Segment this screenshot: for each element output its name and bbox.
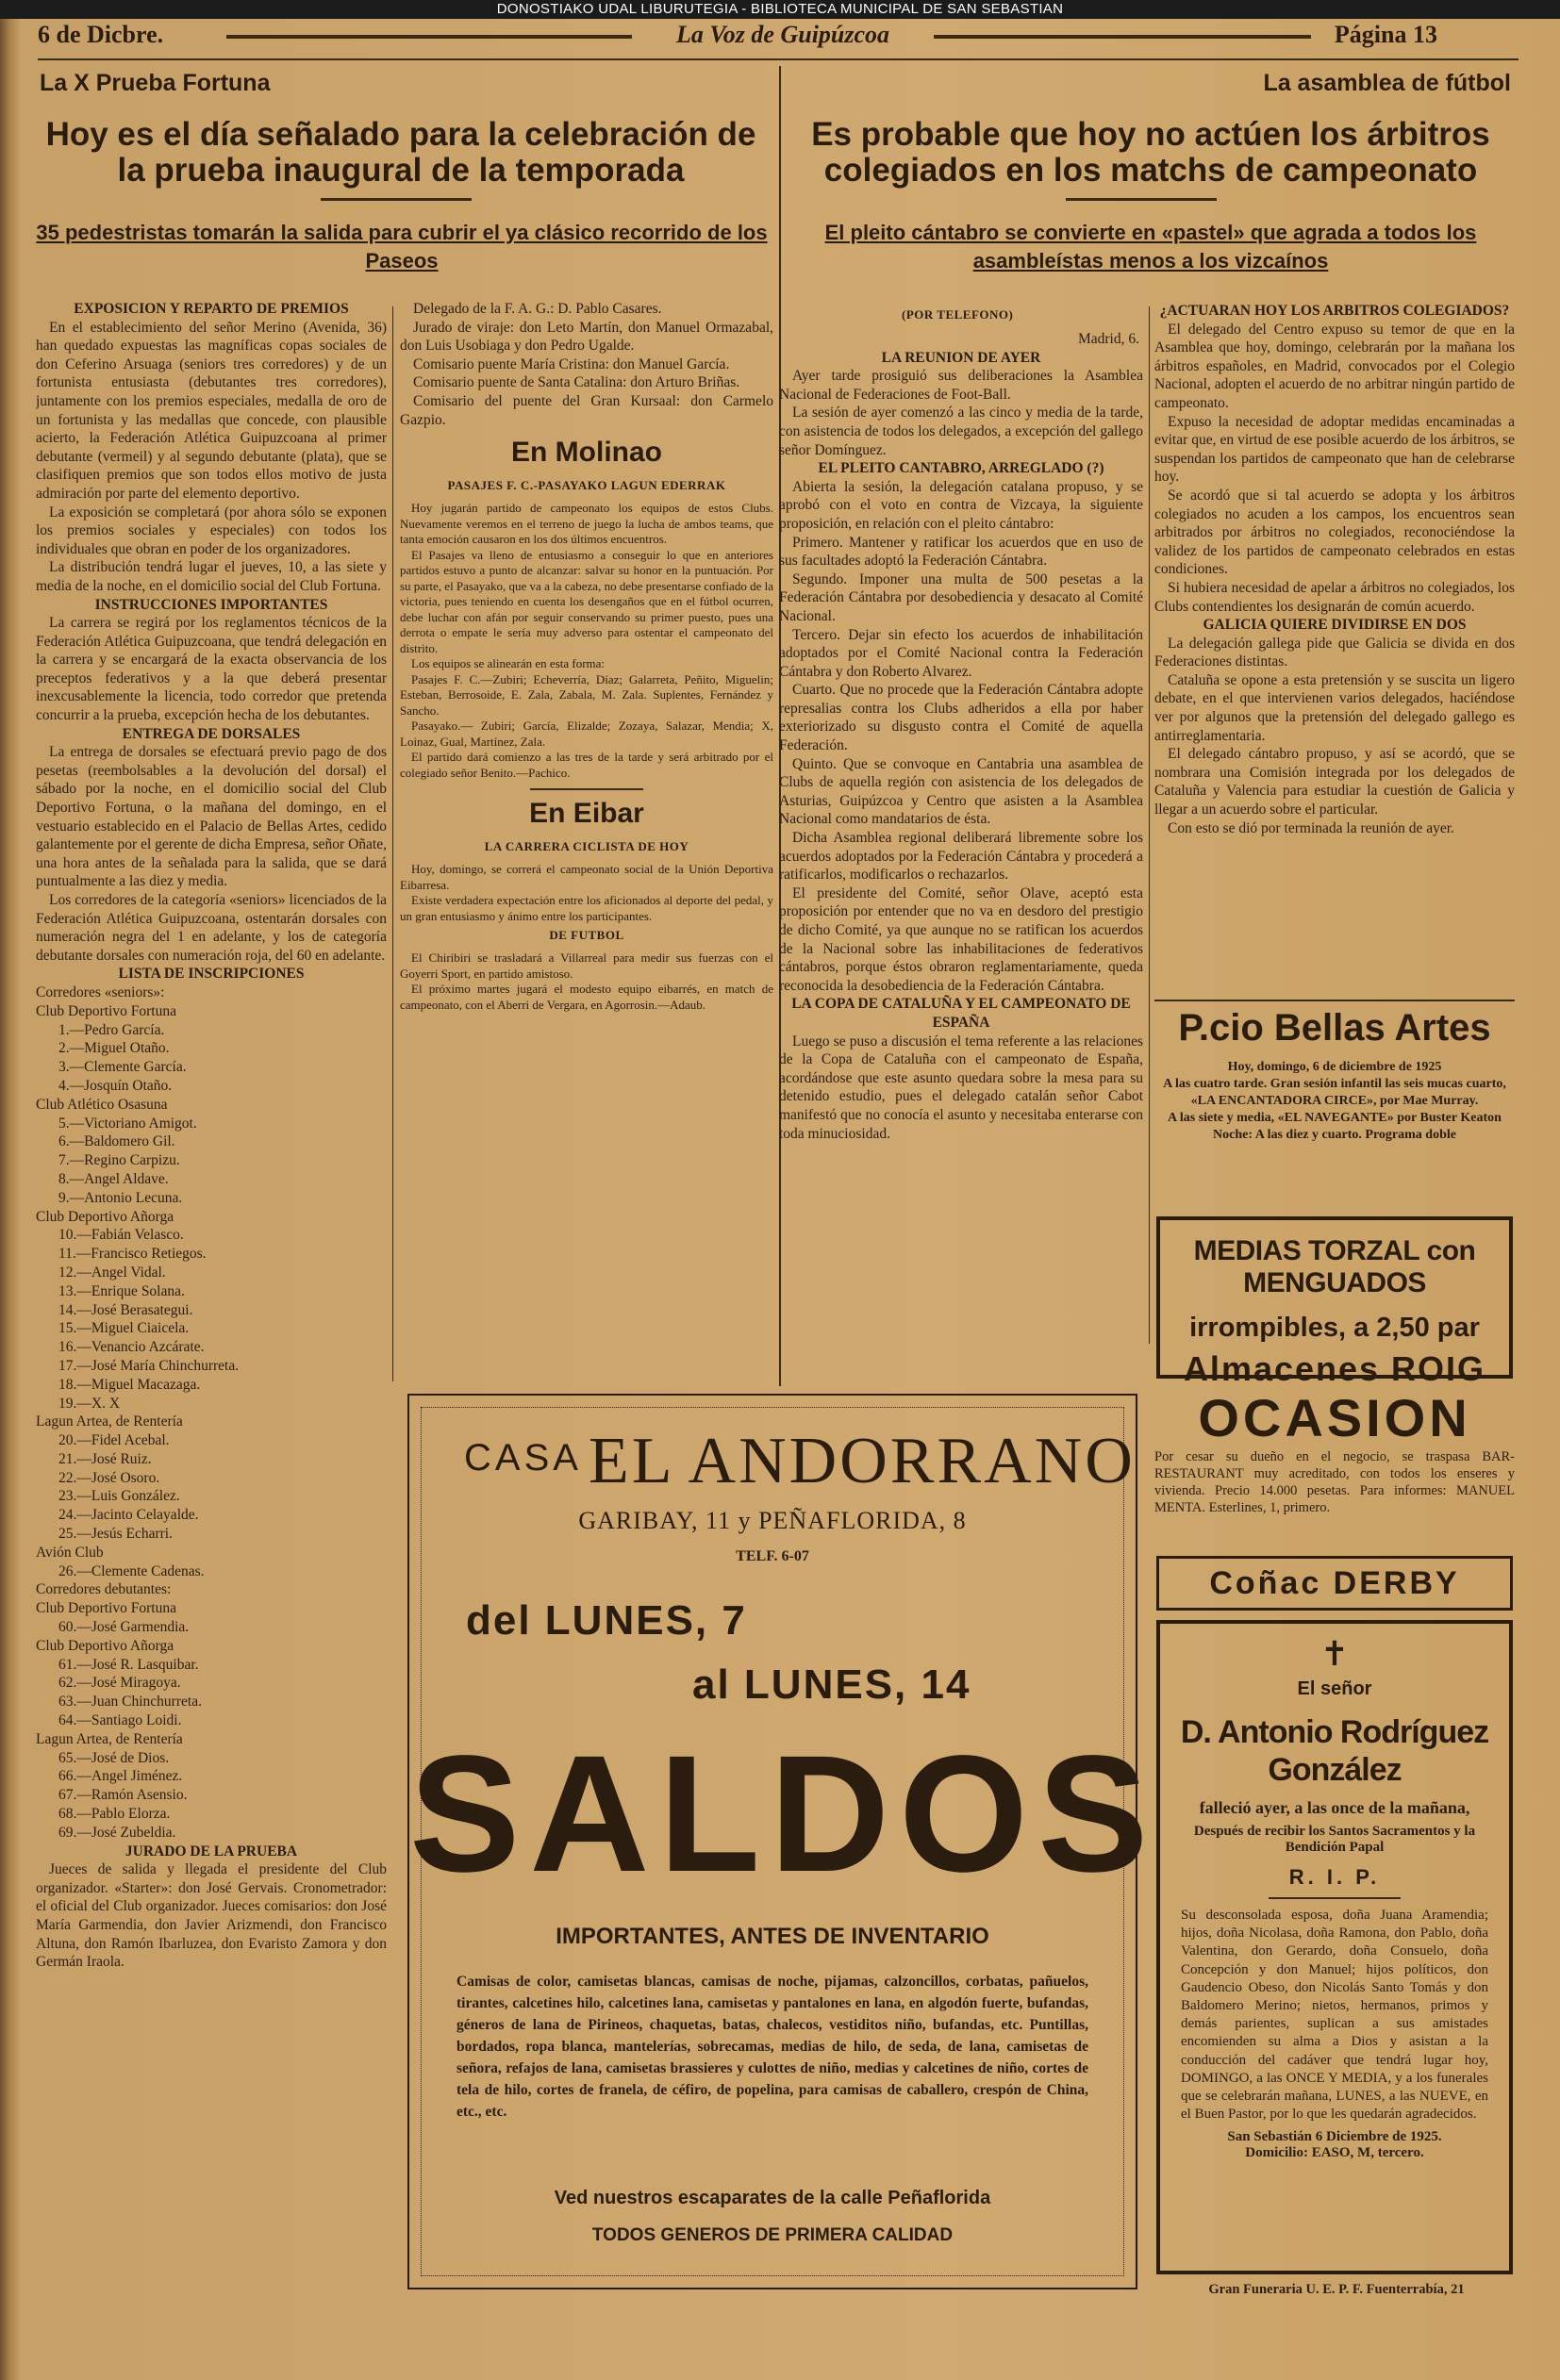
col2-text: Comisario del puente del Gran Kursaal: don Carmelo Gazpio. [400,392,773,428]
molinao-title: En Molinao [511,437,662,469]
list-item: 9.—Antonio Lecuna. [58,1189,183,1206]
andorrano-items: Camisas de color, camisetas blancas, camisas de noche, pijamas, calzoncillos, corbatas, pañuelos, tirantes, calcetines hilo, calcetines lana, camisetas y pantalones en lana, en algodón fuerte, bufandas, géneros de lana de Pirineos, chaquetas, batas, chalecos, vestiditos niño, bufandas, etc. Puntillas, bordados, ropa blanca, mantelerías, sobrecamas, medias de hilo, de seda, de lana, camisetas de señora, refajos de lana, camisetas brassieres y culottes de niño, medias y calcetines de niño, cortes de tela de hilo, cortes de franela, de céfiro, de popelina, para camisas de caballero, crespón de China, etc., etc. [456,1974,1088,2120]
folio-date: 6 de Dicbre. [38,21,164,48]
ocasion-text: Por cesar su dueño en el negocio, se traspasa BAR-RESTAURANT muy acreditado, con todos los enseres y vivienda. Precio 14.000 pesetas. Para informes: MANUEL MENTA. Esterlines, 1, primero. [1154,1449,1515,1515]
left-headline-rule [321,198,472,201]
folio-rule-right [934,35,1311,39]
section-heading: LA REUNION DE AYER [881,349,1041,366]
obituary-rip: R. I. P. [1288,1865,1381,1889]
entry-list [36,983,387,1843]
right-column-a [779,304,1143,1388]
section-text: El delegado cántabro propuso, y así se acordó, que se nombrara una Comisión integrada por los delegados de Cataluña y Valencia para estudiar la cuestión de Galicia y llegar a un acuerdo sobre el particular. [1154,746,1515,818]
list-club-heading: Club Deportivo Fortuna [36,1002,176,1019]
andorrano-address: GARIBAY, 11 y PEÑAFLORIDA, 8 [578,1507,967,1534]
section-heading: ¿ACTUARAN HOY LOS ARBITROS COLEGIADOS? [1159,303,1510,319]
list-item: 7.—Regino Carpizu. [58,1152,180,1169]
list-item: 20.—Fidel Acebal. [58,1432,170,1449]
eibar-football-heading: DE FUTBOL [549,928,624,943]
list-club-heading: Corredores debutantes: [36,1581,172,1598]
list-club-heading: Corredores «seniors»: [36,983,165,1000]
list-item: 8.—Angel Aldave. [58,1170,169,1187]
molinao-paragraph: El partido dará comienzo a las tres de la tarde y será arbitrado por el colegiado señor Benito.—Pachico. [400,750,773,780]
folio-page: Página 13 [1334,21,1437,48]
eibar-paragraph: El Chiribiri se trasladará a Villarreal para medir sus fuerzas con el Goyerri Sport, en partido amistoso. [400,950,773,981]
section-text: La entrega de dorsales se efectuará previo pago de dos pesetas (reembolsables a la devolución del dorsal) el sábado por la noche, en el domicilio social del Club Deportivo Fortuna, o la mañana del domingo, en el vestuario establecido en el Palacio de Bellas Artes, cedido galantemente por el gerente de dicha Empresa, señor Oñate, una hora antes de la señalada para la salida, que se dará puntualmente a las diez y media. [36,744,387,890]
section-text: Los corredores de la categoría «seniors» licenciados de la Federación Atlética Guipuzcoana, ostentarán dorsales con numeración negra del 1 en adelante, y los de categoría debutante dorsales con numeración roja, del 60 en adelante. [36,892,387,964]
section-text: El presidente del Comité, señor Olave, aceptó esta proposición por entender que no va en desdoro del prestigio de dicho Comité, ya que aunque no se ratifican los acuerdos de la Nacional sobre las inhabilitaciones de federativos cántabros, porque éstos obraron reglamentariamente, queda reconocida la desobediencia de la Federación Cántabra. [779,884,1143,994]
andorrano-footer: TODOS GENEROS DE PRIMERA CALIDAD [591,2225,954,2245]
list-item: 62.—José Miragoya. [58,1675,181,1692]
section-heading: ENTREGA DE DORSALES [122,725,301,742]
list-item: 3.—Clemente García. [58,1059,187,1076]
medias-ad [1156,1216,1513,1388]
col2-text: Comisario puente María Cristina: don Manuel García. [413,355,730,372]
list-club-heading: Club Atlético Osasuna [36,1096,168,1113]
list-item: 66.—Angel Jiménez. [58,1768,183,1785]
list-item: 10.—Fabián Velasco. [58,1227,184,1244]
andorrano-telf: TELF. 6-07 [736,1548,809,1564]
list-item: 21.—José Ruiz. [58,1450,152,1467]
list-item: 17.—José María Chinchurreta. [58,1357,240,1374]
byline: (POR TELEFONO) [902,307,1014,322]
eibar-title: En Eibar [529,798,644,830]
bellas-artes-line: A las cuatro tarde. Gran sesión infantil las seis mucas cuarto, «LA ENCANTADORA CIRCE», por Mae Murray. [1163,1077,1506,1108]
section-text: Quinto. Que se convoque en Cantabria una asamblea de Clubs de aquella región con asistencia de los delegados de Asturias, Guipúzcoa y Centro que asisten a la Asamblea Nacional como mandatarios de ésta. [779,755,1143,828]
list-item: 61.—José R. Lasquibar. [58,1656,199,1673]
molinao-heading: PASAJES F. C.-PASAYAKO LAGUN EDERRAK [447,478,726,493]
ocasion-ad [1154,1388,1515,1548]
obituary-date: San Sebastián 6 Diciembre de 1925. [1227,2129,1442,2145]
right-col-b-body [1154,302,1515,837]
obituary-title: El señor [1297,1678,1372,1699]
list-item: 26.—Clemente Cadenas. [58,1562,205,1579]
eibar-paragraph: Hoy, domingo, se correrá el campeonato social de la Unión Deportiva Eibarresa. [400,862,773,892]
list-item: 22.—José Osoro. [58,1469,160,1486]
obituary-box [1156,1620,1513,2274]
section-text: Cataluña se opone a esta pretensión y se suscita un ligero debate, en el que intervienen varios delegados, haciéndose ver por algunos que la pretensión del delegado gallego es antirreglamentaria. [1154,671,1515,744]
bellas-artes-ad [1154,1000,1515,1198]
section-text: Tercero. Dejar sin efecto los acuerdos de inhabilitación adoptados por el Comité Nacional contra la Federación Cántabra y don Roberto Alvarez. [779,626,1143,680]
cross-icon: ✝ [1319,1635,1350,1673]
section-text: Dicha Asamblea regional deliberará libremente sobre los acuerdos adoptados por la Federación Cántabra y procederá a ratificarlos, modificarlos o rechazarlos. [779,830,1143,884]
section-text: Abierta la sesión, la delegación catalana propuso, y se aprobó con el voto en contra de Vizcaya, la siguiente proposición, en relación con el pleito cántabro: [779,478,1143,532]
list-club-heading: Lagun Artea, de Rentería [36,1730,183,1747]
list-item: 12.—Angel Vidal. [58,1264,166,1281]
andorrano-casa: CASA [464,1437,582,1479]
list-item: 16.—Venancio Azcárate. [58,1339,205,1356]
section-heading: GALICIA QUIERE DIVIDIRSE EN DOS [1203,617,1467,634]
list-item: 2.—Miguel Otaño. [58,1040,170,1057]
obituary-address: Domicilio: EASO, M, tercero. [1245,2145,1424,2161]
obituary-rites: Después de recibir los Santos Sacramentos y la Bendición Papal [1193,1824,1476,1855]
section-text: La delegación gallega pide que Galicia se divida en dos Federaciones distintas. [1154,635,1515,670]
archive-header: DONOSTIAKO UDAL LIBURUTEGIA - BIBLIOTECA MUNICIPAL DE SAN SEBASTIAN [0,0,1560,19]
andorrano-from: del LUNES, 7 [466,1597,747,1644]
list-club-heading: Club Deportivo Añorga [36,1208,174,1225]
list-item: 64.—Santiago Loidi. [58,1712,182,1729]
right-column-divider [1149,306,1150,1344]
ocasion-title: OCASION [1198,1388,1471,1447]
list-item: 60.—José Garmendia. [58,1619,190,1636]
list-item: 69.—José Zubeldia. [58,1824,176,1841]
right-headline: Es probable que hoy no actúen los árbitros colegiados en los matchs de campeonato [811,116,1490,189]
list-item: 67.—Ramón Asensio. [58,1787,188,1804]
top-divider [38,58,1519,60]
andorrano-saldos: SALDOS [409,1722,1158,1907]
molinao-paragraph: Pasajes F. C.—Zubiri; Echeverría, Díaz; Galarreta, Peñito, Miguelin; Esteban, Berrosoide, E. Zala, Zabala, M. Zala. Suplentes, Fernández y Sancho. [400,671,773,718]
molinao-paragraph: Pasayako.— Zubiri; García, Elizalde; Zozaya, Salazar, Mendia; X, Loinaz, Gual, Martínez, Zala. [400,719,773,749]
section-heading: EL PLEITO CANTABRO, ARREGLADO (?) [818,460,1104,477]
list-heading: LISTA DE INSCRIPCIONES [118,966,305,983]
list-item: 24.—Jacinto Celayalde. [58,1507,199,1524]
section-text: La sesión de ayer comenzó a las cinco y media de la tarde, con asistencia de todos los delegados, a excepción del gallego señor Domínguez. [779,405,1143,458]
molinao-paragraph: Hoy jugarán partido de campeonato los equipos de estos Clubs. Nuevamente veremos en el terreno de juego la lucha de ambos teams, que tanta emoción causaron en los dos últimos encuentros. [400,501,773,547]
list-item: 19.—X. X [58,1395,121,1412]
right-column-b [1154,302,1515,990]
section-text: Segundo. Imponer una multa de 500 pesetas a la Federación Cántabra por desobediencia y desacato al Comité Nacional. [779,570,1143,624]
right-kicker: La asamblea de fútbol [1263,70,1511,96]
eibar-heading: LA CARRERA CICLISTA DE HOY [484,839,689,854]
col2-text: Jurado de viraje: don Leto Martín, don Manuel Ormazabal, don Luis Usobiaga y don Pedro Ugalde. [400,319,773,355]
section-text: Cuarto. Que no procede que la Federación Cántabra adopte represalias contra los Clubs adheridos a ella por haber exteriorizado su disgusto contra el Comité de aquella Federación. [779,682,1143,754]
section-rule [530,788,643,790]
left-subhead: 35 pedestristas tomarán la salida para cubrir el ya clásico recorrido de los Paseos [36,221,768,273]
list-club-heading: Lagun Artea, de Rentería [36,1413,183,1430]
section-text: Con esto se dió por terminada la reunión de ayer. [1168,819,1454,836]
folio-rule-left [226,35,632,39]
section-text: En el establecimiento del señor Merino (Avenida, 36) han quedado expuestas las magníficas copas sociales de don Ceferino Arsuaga (seniors tres corredores) y de un fortunista entusiasta (debutantes tres corredores), juntamente con los premios especiales, medalla de oro de un fortunista y las medallas que concede, con plausible acierto, la Federación Atlética Guipuzcoana al primer debutante (vermeil) y al segundo debutante (plata), que se clasifiquen premios que son todos ellos motivo de justa admiración por parte del elemento deportivo. [36,319,387,502]
left-column-1 [36,300,387,2374]
bellas-artes-line: Hoy, domingo, 6 de diciembre de 1925 [1227,1060,1442,1074]
right-col-a-body [779,349,1143,1144]
medias-line3: Almacenes ROIG [1183,1349,1486,1388]
list-item: 5.—Victoriano Amigot. [58,1115,197,1132]
section-heading: INSTRUCCIONES IMPORTANTES [94,596,328,613]
molinao-paragraph: Los equipos se alinearán en esta forma: [411,656,606,671]
conac-text: Coñac DERBY [1209,1565,1460,1601]
section-text: Ayer tarde prosiguió sus deliberaciones la Asamblea Nacional de Federaciones de Foot-Ball. [779,368,1143,403]
section-text: Luego se puso a discusión el tema referente a las relaciones de la Copa de Cataluña con el campeonato de España, acordándose que este asunto quedara sobre la mesa para su detenido estudio, pues el delegado catalán señor Cabot manifestó que no conocía el asunto y necesitaba enterarse con toda minuciosidad. [779,1033,1143,1142]
jury-text: Jueces de salida y llegada el presidente del Club organizador. «Starter»: don José Gervais. Cronometrador: el oficial del Club organizador. Jueces comisarios: don José María Garmendia, don Javier Arizmendi, don Francisco Altuna, don Ramón Ibarluzea, don Evaristo Zamora y don Germán Iraola. [36,1861,387,1971]
molinao-paragraph: El Pasajes va lleno de entusiasmo a conseguir lo que en anteriores partidos estuvo a punto de alcanzar: salvar su honor en la puntuación. Por su parte, el Pasayako, que va a la cabeza, no debe presentarse confiado de la victoria, pues teniendo en cuenta los desengaños que en el fútbol ocurren, debe luchar con afán por seguir conservando su primer puesto, pues una derrota o empate le sería muy adverso para ostentar el campeonato del distrito. [400,547,773,655]
list-item: 6.—Baldomero Gil. [58,1133,175,1150]
section-heading: EXPOSICION Y REPARTO DE PREMIOS [74,301,349,317]
andorrano-to: al LUNES, 14 [692,1661,971,1708]
section-text: El delegado del Centro expuso su temor de que en la Asamblea que hoy, domingo, celebrarán por la mañana los árbitros españoles, en Madrid, convocados por el Colegio Nacional, adopten el acuerdo de no arbitrar ningún partido de campeonato. [1154,321,1515,411]
bellas-artes-line: A las siete y media, «EL NAVEGANTE» por Buster Keaton [1168,1111,1502,1125]
col2-text: Comisario puente de Santa Catalina: don Arturo Briñas. [413,374,740,391]
list-item: 25.—Jesús Echarri. [58,1526,173,1543]
col1-section-0 [36,300,387,504]
list-club-heading: Club Deportivo Añorga [36,1637,174,1654]
list-item: 68.—Pablo Elorza. [58,1806,171,1823]
list-club-heading: Club Deportivo Fortuna [36,1600,176,1617]
eibar-paragraph: Existe verdadera expectación entre los aficionados al deporte del pedal, y un gran entusiasmo y ánimo entre los participantes. [400,893,773,923]
list-item: 23.—Luis González. [58,1488,180,1505]
conac-ad [1156,1556,1513,1611]
list-item: 4.—Josquín Otaño. [58,1077,173,1094]
left-headline: Hoy es el día señalado para la celebración de la prueba inaugural de la temporada [45,116,756,189]
andorrano-ad [407,1394,1158,2289]
left-column-2 [400,300,773,1384]
section-text: Primero. Mantener y ratificar los acuerdos que en uso de sus facultades adoptó la Federación Cántabra. [779,534,1143,570]
andorrano-sub: IMPORTANTES, ANTES DE INVENTARIO [556,1924,989,1949]
list-item: 63.—Juan Chinchurreta. [58,1694,202,1711]
list-item: 13.—Enrique Solana. [58,1282,185,1299]
andorrano-name: EL ANDORRANO [589,1425,1136,1497]
list-item: 15.—Miguel Ciaicela. [58,1320,190,1337]
funeraria-line: Gran Funeraria U. E. P. F. Fuenterrabía, 21 [1208,2282,1465,2297]
bellas-artes-title: P.cio Bellas Artes [1178,1007,1491,1049]
list-item: 65.—José de Dios. [58,1749,170,1766]
andorrano-windows: Ved nuestros escaparates de la calle Peñaflorida [554,2188,991,2208]
folio-paper: La Voz de Guipúzcoa [675,21,890,48]
dateline: Madrid, 6. [1077,331,1139,347]
obituary-body: Su desconsolada esposa, doña Juana Aramendia; hijos, doña Nicolasa, doña Ramona, don Pablo, doña Valentina, don Gerardo, doña Consuelo, doña Concepción y don Manuel; hijos políticos, don Gaudencio Obeso, don Nicolás Santo Tomás y don Baldomero Merino; nietos, hermanos, primos y demás parientes, suplican a sus amistades encomienden su alma a Dios y asistan a la conducción del cadáver que tendrá lugar hoy, DOMINGO, a las ONCE Y MEDIA, y a los funerales que se celebrarán mañana, LUNES, a las NUEVE, en el Buen Pastor, por lo que les quedarán agradecidos. [1181,1908,1488,2123]
section-heading: LA COPA DE CATALUÑA Y EL CAMPEONATO DE ESPAÑA [791,996,1131,1031]
list-item: 1.—Pedro García. [58,1021,165,1038]
obituary-died: falleció ayer, a las once de la mañana, [1199,1798,1470,1817]
list-item: 18.—Miguel Macazaga. [58,1376,201,1393]
list-item: 11.—Francisco Retiegos. [58,1246,207,1263]
medias-line1: MEDIAS TORZAL con MENGUADOS [1193,1235,1476,1298]
bellas-artes-line: Noche: A las diez y cuarto. Programa doble [1213,1128,1456,1142]
left-column-divider [392,306,393,1381]
medias-line2: irrompibles, a 2,50 par [1189,1313,1480,1343]
right-subhead: El pleito cántabro se convierte en «pastel» que agrada a todos los asambleístas menos a los vizcaínos [824,221,1477,273]
section-text: Expuso la necesidad de adoptar medidas encaminadas a evitar que, en virtud de ese posible acuerdo de los árbitros, se suspendan los partidos de campeonato que han de celebrarse hoy. [1154,413,1515,486]
list-club-heading: Avión Club [36,1544,104,1561]
section-text: La carrera se regirá por los reglamentos técnicos de la Federación Atlética Guipuzcoana, que tendrá delegación en la carrera y se encargará de la exacta observancia de los preceptos federativos y a la que deberá presentar inexcusablemente la licencia, todo corredor que pretenda concurrir a la prueba, excepción hecha de los debutantes. [36,615,387,724]
section-text: La exposición se completará (por ahora sólo se exponen los premios sociales y especiales) con todos los individuales que obran en poder de los organizadores. [36,504,387,557]
section-text: La distribución tendrá lugar el jueves, 10, a las siete y media de la noche, en el domicilio social del Club Fortuna. [36,559,387,594]
section-text: Se acordó que si tal acuerdo se adopta y los árbitros colegiados no acuden a los campos, los encuentros sean arbitrados por árbitros no colegiados, reconociéndose la validez de los partidos de campeonato celebrados en estas condiciones. [1154,487,1515,578]
list-item: 14.—José Berasategui. [58,1301,193,1318]
ad-rule [1154,1000,1515,1001]
obituary-name: D. Antonio Rodríguez González [1180,1714,1489,1788]
section-text: Si hubiera necesidad de apelar a árbitros no colegiados, los Clubs contendientes los designarán de común acuerdo. [1154,579,1515,615]
right-headline-rule [1066,198,1217,201]
jury-heading: JURADO DE LA PRUEBA [124,1843,298,1859]
eibar-paragraph: El próximo martes jugará el modesto equipo eibarrés, en match de campeonato, con el Aberri de Vergara, en Agorrosin.—Adaub. [400,982,773,1012]
col2-text: Delegado de la F. A. G.: D. Pablo Casares. [413,301,662,317]
obituary-rule [1269,1897,1401,1899]
left-kicker: La X Prueba Fortuna [40,70,271,96]
